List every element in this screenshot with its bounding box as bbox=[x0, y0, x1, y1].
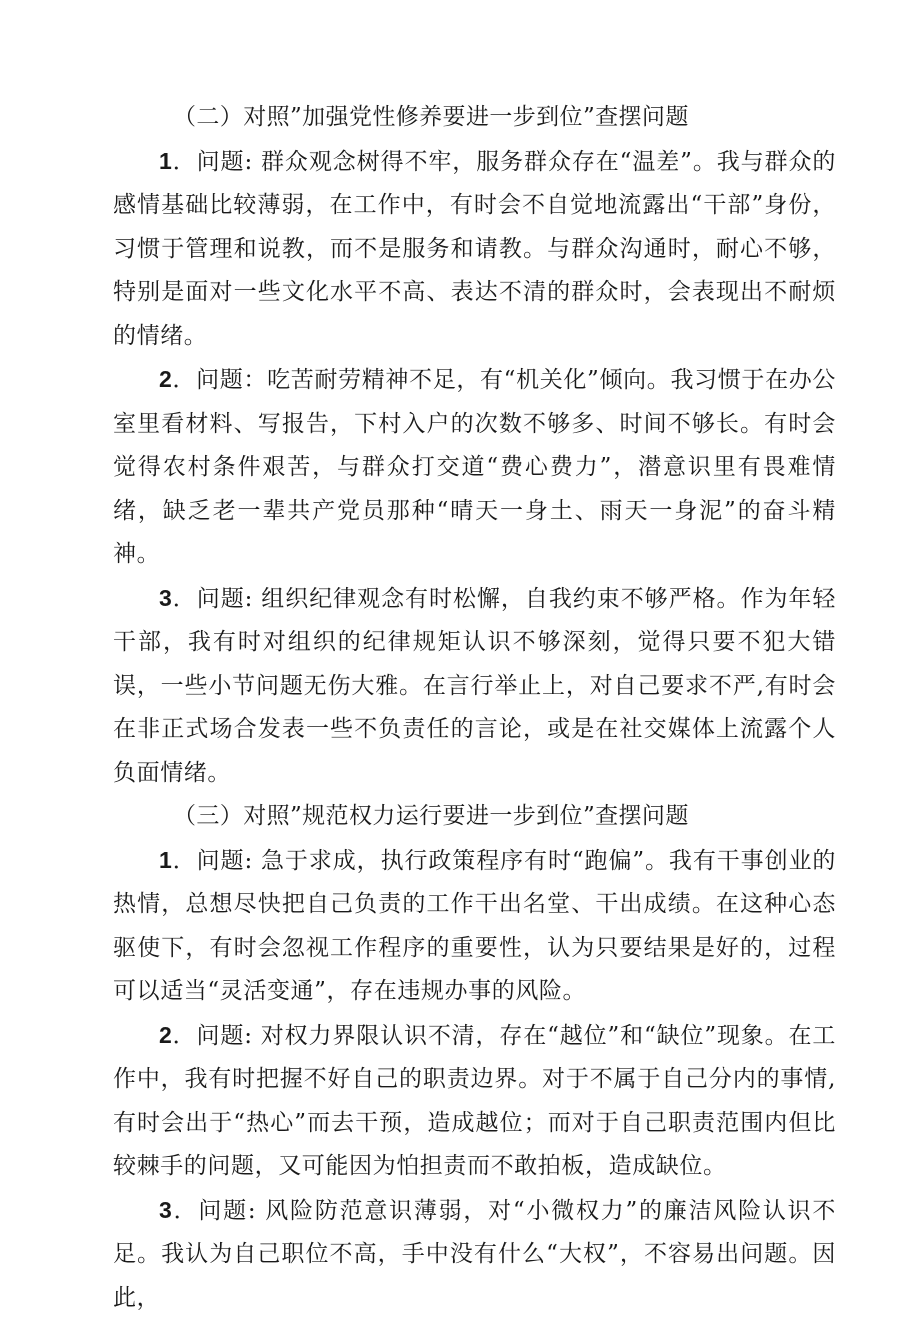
section-heading: （三）对照”规范权力运行要进一步到位”查摆问题 bbox=[113, 795, 836, 839]
paragraph-text: ．问题: 群众观念树得不牢，服务群众存在“温差”。我与群众的感情基础比较薄弱，在工作中，有时会不自觉地流露出“干部”身份，习惯于管理和说教，而不是服务和请教。与群众沟通时，耐心不够，特别是面对一些文化水平不高、表达不清的群众时，会表现出不耐烦的情绪。 bbox=[113, 149, 836, 349]
item-number: 2 bbox=[159, 366, 172, 392]
problem-paragraph bbox=[113, 577, 836, 796]
paragraph-text: ．问题: 风险防范意识薄弱，对“小微权力”的廉洁风险认识不足。我认为自己职位不高，手中没有什么“大权”，不容易出问题。因此， bbox=[113, 1198, 836, 1311]
item-number: 3 bbox=[159, 585, 172, 611]
problem-paragraph bbox=[113, 358, 836, 577]
item-number: 2 bbox=[159, 1022, 172, 1048]
problem-paragraph bbox=[113, 839, 836, 1014]
item-number: 3 bbox=[159, 1197, 172, 1223]
paragraph-text: ．问题: 急于求成，执行政策程序有时“跑偏”。我有干事创业的热情，总想尽快把自己负责的工作干出名堂、干出成绩。在这种心态驱使下，有时会忽视工作程序的重要性，认为只要结果是好的，过程可以适当“灵活变通”，存在违规办事的风险。 bbox=[113, 848, 836, 1005]
paragraph-text: ．问题: 对权力界限认识不清，存在“越位”和“缺位”现象。在工作中，我有时把握不好自己的职责边界。对于不属于自己分内的事情,有时会出于“热心”而去干预，造成越位；而对于自己职责范围内但比较棘手的问题，又可能因为怕担责而不敢拍板，造成缺位。 bbox=[113, 1023, 836, 1180]
document-body bbox=[113, 96, 836, 1320]
item-number: 1 bbox=[159, 847, 172, 873]
problem-paragraph bbox=[113, 1014, 836, 1189]
item-number: 1 bbox=[159, 148, 172, 174]
problem-paragraph bbox=[113, 1189, 836, 1320]
paragraph-text: ．问题: 组织纪律观念有时松懈，自我约束不够严格。作为年轻干部，我有时对组织的纪律规矩认识不够深刻，觉得只要不犯大错误，一些小节问题无伤大雅。在言行举止上，对自己要求不严,有时会在非正式场合发表一些不负责任的言论，或是在社交媒体上流露个人负面情绪。 bbox=[113, 586, 836, 786]
section-heading: （二）对照”加强党性修养要进一步到位”查摆问题 bbox=[113, 96, 836, 140]
paragraph-text: ．问题：吃苦耐劳精神不足，有“机关化”倾向。我习惯于在办公室里看材料、写报告，下村入户的次数不够多、时间不够长。有时会觉得农村条件艰苦，与群众打交道“费心费力”，潜意识里有畏难情绪，缺乏老一辈共产党员那种“晴天一身土、雨天一身泥”的奋斗精神。 bbox=[113, 367, 836, 567]
problem-paragraph bbox=[113, 140, 836, 359]
